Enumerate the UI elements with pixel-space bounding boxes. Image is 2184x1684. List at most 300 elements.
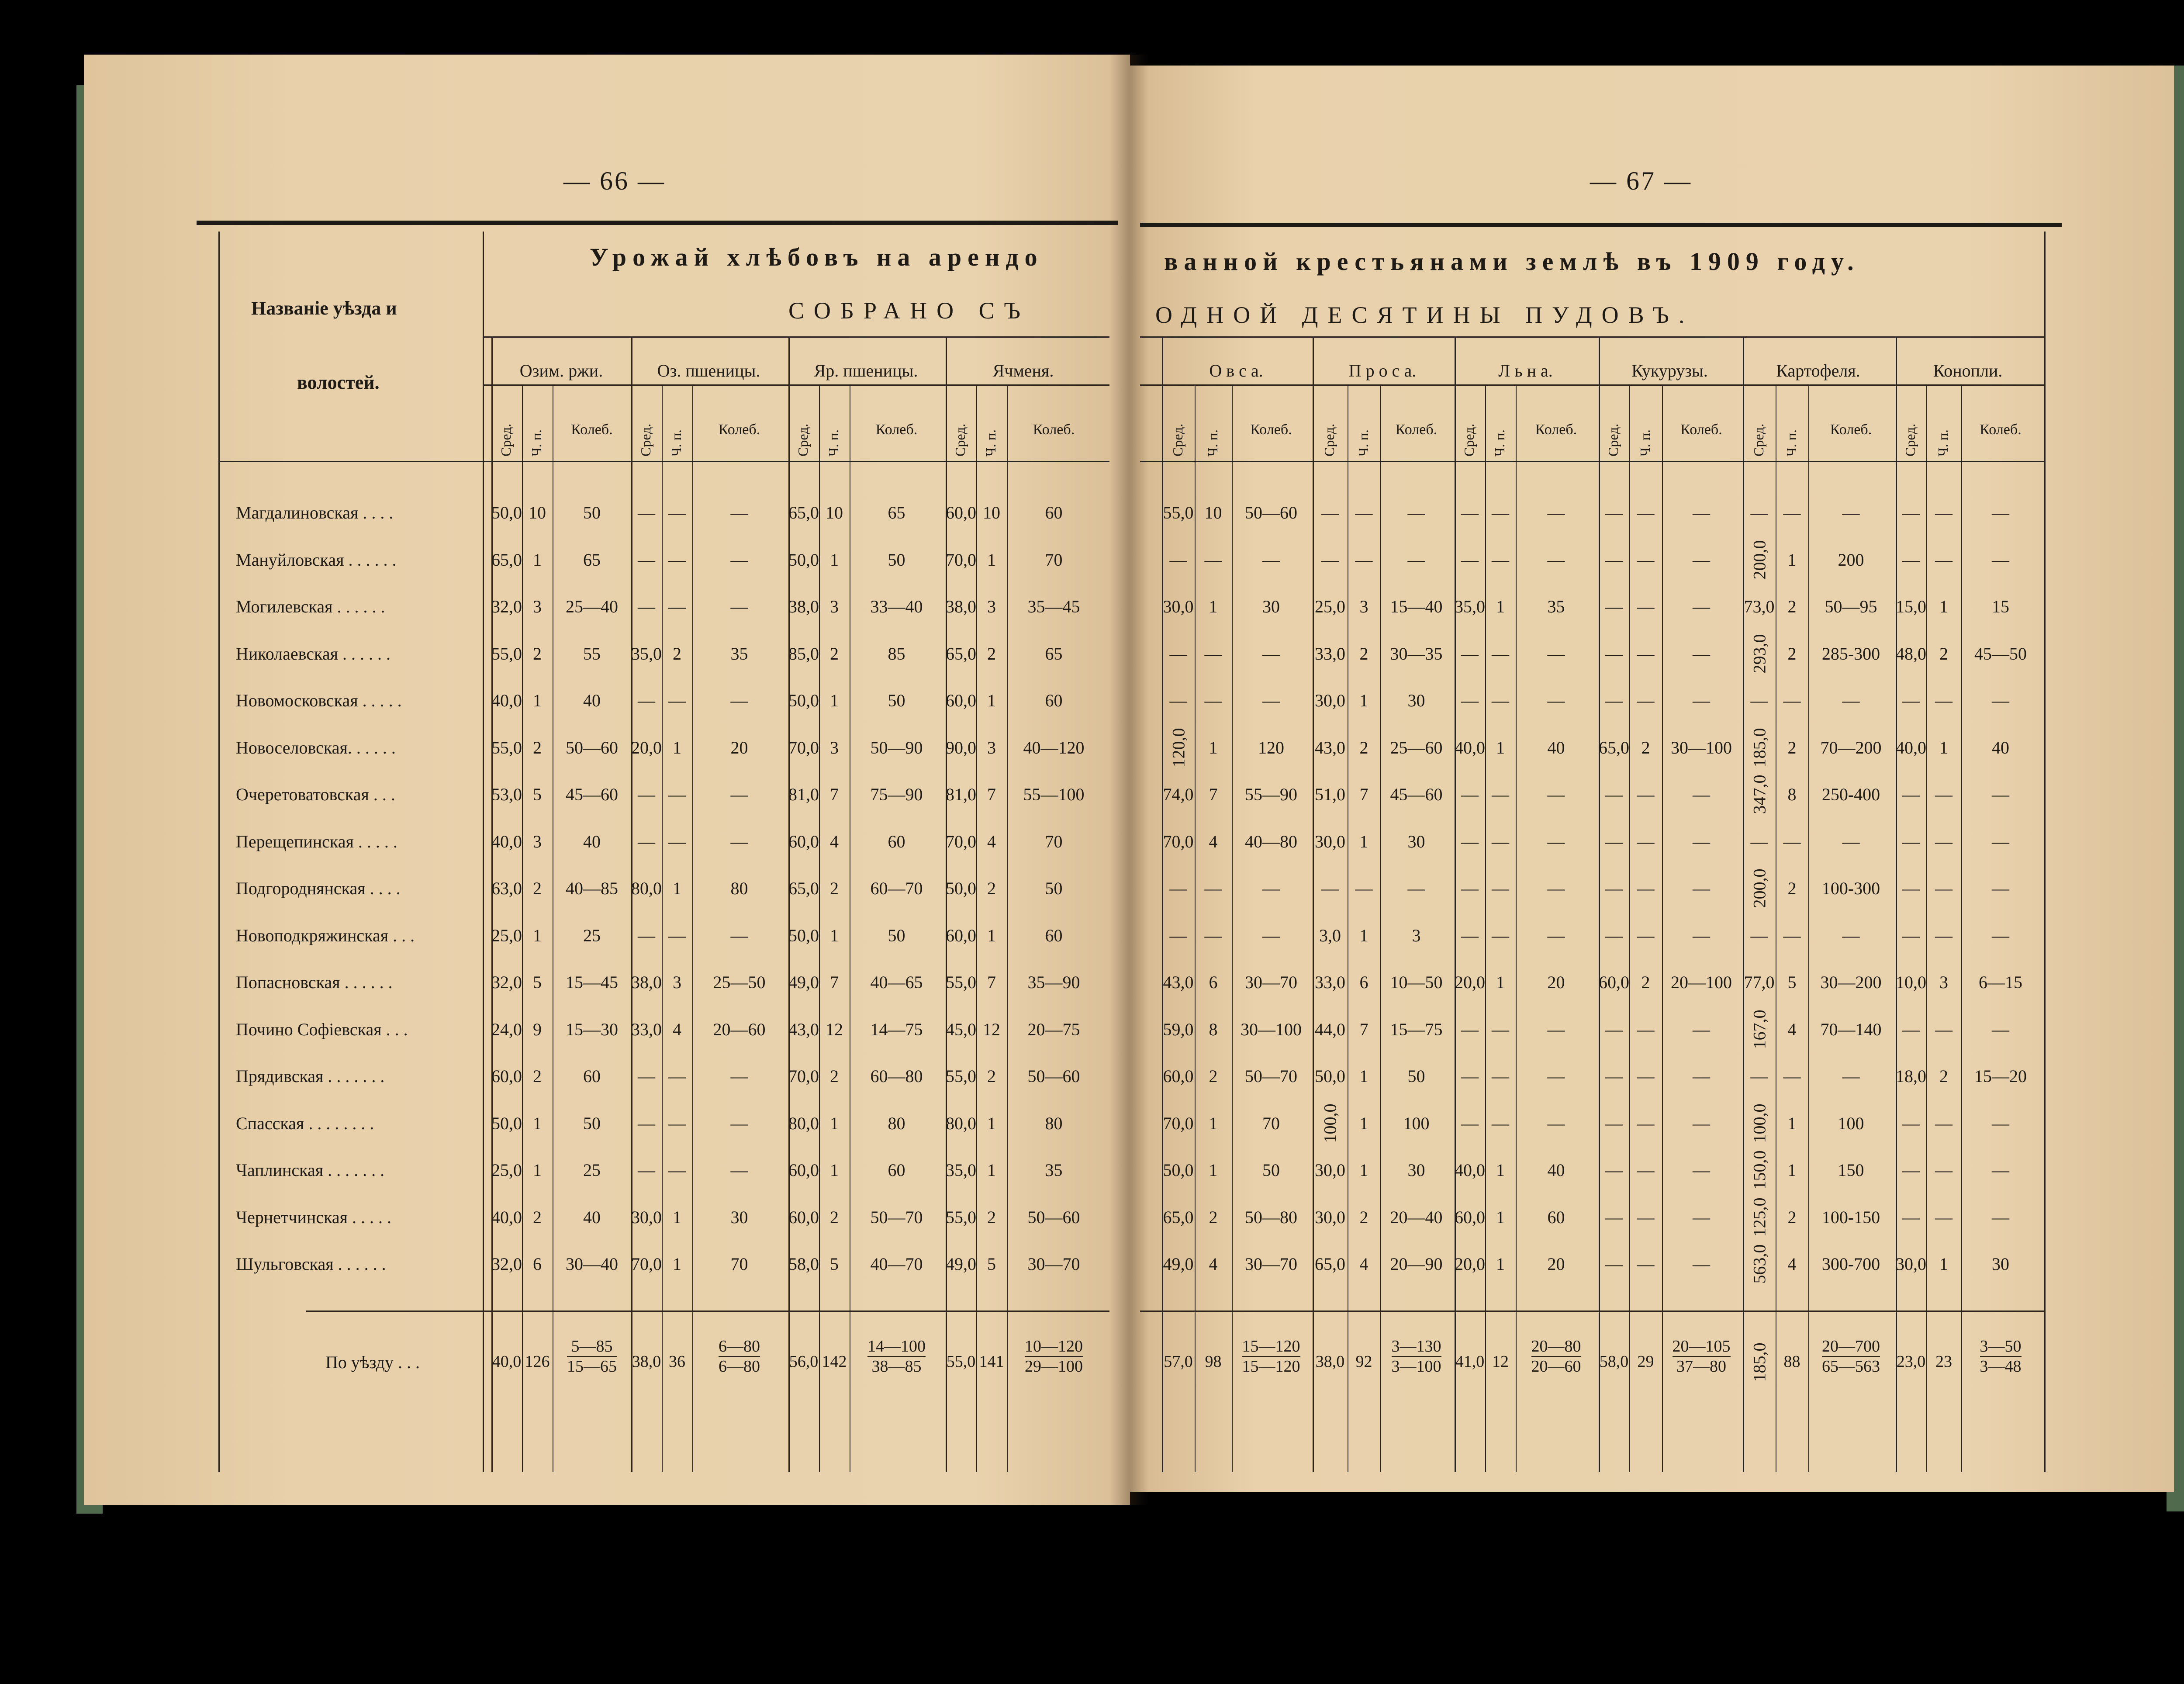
table-border-right [2044,232,2046,1472]
table-cell: 40,0 [1455,737,1485,757]
right-page [1130,66,2174,1492]
rotated-value: 150,0 [1749,1150,1769,1190]
table-cell: 4 [987,831,996,851]
district-name: Новоподкряжинская . . . [236,925,415,945]
table-cell: — [1902,785,1920,804]
subheader-avg: Сред. [952,423,968,456]
table-cell: — [1935,691,1952,710]
total-cell: $\frac{15—120}{15—120}$ [1242,1337,1300,1376]
table-cell: — [1902,550,1920,570]
table-cell: — [1407,878,1425,898]
left-page [84,55,1130,1505]
rotated-value: 185,0 [1749,728,1769,767]
table-cell: 15,0 [1896,597,1926,616]
table-cell: 25—60 [1390,737,1443,757]
table-cell: 1 [1787,1160,1797,1180]
table-cell: 1 [1787,1113,1797,1133]
subheader-count: Ч. п. [529,429,544,456]
table-cell: 1 [673,1254,681,1274]
table-cell: 40,0 [491,1207,522,1227]
table-cell: — [1992,831,2009,851]
district-name: Подгороднянская . . . . [236,878,401,898]
table-cell: — [730,831,748,851]
total-cell: $\frac{3—50}{3—48}$ [1980,1337,2022,1376]
table-cell: 58,0 [788,1254,819,1274]
table-cell: 40 [1992,737,2009,757]
table-cell: 65,0 [1315,1254,1345,1274]
table-cell: 30 [1992,1254,2009,1274]
table-rule [218,461,1109,462]
table-cell: 2 [987,878,996,898]
table-cell: 5 [533,972,542,992]
table-cell: 20—100 [1671,972,1732,992]
table-cell: 2 [533,1066,542,1086]
table-cell: — [1262,925,1280,945]
table-cell: 2 [987,1066,996,1086]
table-cell: 60 [583,1066,601,1086]
table-cell: 20—40 [1390,1207,1443,1227]
table-cell: — [668,785,686,804]
table-cell: 1 [1496,1254,1505,1274]
table-cell: 50 [1045,878,1063,898]
table-cell: 70 [1045,831,1063,851]
table-cell: 55,0 [1163,503,1194,522]
district-name: Почино Софіевская . . . [236,1019,408,1039]
table-cell: 59,0 [1163,1019,1194,1039]
table-cell: 50,0 [1163,1160,1194,1180]
table-cell: — [1321,878,1339,898]
table-cell: 40,0 [1455,1160,1485,1180]
table-cell: — [1204,550,1222,570]
table-cell: 4 [1209,1254,1218,1274]
table-row [0,737,2184,755]
table-cell: — [1992,503,2009,522]
total-cell: 38,0 [632,1352,661,1371]
table-cell: 50,0 [1315,1066,1345,1086]
table-cell: — [668,925,686,945]
table-cell: 3,0 [1319,925,1341,945]
table-cell: 30,0 [1315,1160,1345,1180]
table-cell: 60,0 [1599,972,1629,992]
table-cell: 50—80 [1245,1207,1297,1227]
table-cell: — [1547,878,1565,898]
table-cell: 1 [987,550,996,570]
table-cell: 1 [1209,597,1218,616]
table-cell: — [1492,1066,1509,1086]
table-cell: 60 [1045,503,1063,522]
table-cell: 60—80 [870,1066,923,1086]
table-cell: 50—60 [566,737,618,757]
table-cell: 4 [1787,1019,1797,1039]
table-cell: — [730,550,748,570]
table-cell: — [668,503,686,522]
table-cell: — [1902,925,1920,945]
table-cell: 60,0 [788,1207,819,1227]
table-cell: — [1637,1113,1655,1133]
table-cell: 15—45 [566,972,618,992]
table-cell: 45—50 [1974,643,2027,664]
table-cell: — [1637,503,1655,522]
table-cell: — [1992,1019,2009,1039]
table-cell: 10 [529,503,546,522]
table-cell: 20,0 [1455,972,1485,992]
table-cell: 85 [888,643,905,664]
table-row [0,784,2184,802]
table-cell: 60,0 [946,925,976,945]
table-cell: — [1461,643,1479,664]
total-label: По уѣзду . . . [325,1352,420,1372]
table-cell: 7 [987,972,996,992]
table-cell: 70—200 [1820,737,1882,757]
table-cell: 10 [1204,503,1222,522]
table-cell: — [1262,878,1280,898]
total-cell: 23 [1935,1352,1952,1371]
table-cell: 3 [533,597,542,616]
subheader-avg: Сред. [498,423,514,456]
table-cell: — [1321,550,1339,570]
table-cell: 65,0 [946,643,976,664]
table-cell: 60,0 [788,1160,819,1180]
subheader-avg: Сред. [1902,423,1918,456]
subheader-avg: Сред. [1750,423,1766,456]
subheader-avg: Сред. [1461,423,1477,456]
table-cell: 2 [1641,737,1650,757]
table-cell: 63,0 [491,878,522,898]
total-cell: 12 [1492,1352,1509,1371]
table-row [0,596,2184,614]
table-cell: — [1547,1019,1565,1039]
table-cell: 38,0 [631,972,662,992]
table-cell: 53,0 [491,785,522,804]
subheader-range: Колеб. [571,422,613,438]
table-cell: 25—50 [713,972,766,992]
table-cell: 5 [830,1254,839,1274]
table-cell: — [1461,925,1479,945]
subheader-count: Ч. п. [1783,429,1799,456]
table-cell: — [730,1113,748,1133]
total-cell: 92 [1355,1352,1372,1371]
subheader-count: Ч. п. [1355,429,1371,456]
table-cell: — [1902,1113,1920,1133]
table-cell: — [1321,503,1339,522]
table-cell: 5 [987,1254,996,1274]
table-cell: 40—85 [566,878,618,898]
table-cell: — [1693,597,1710,616]
table-cell: 60,0 [946,503,976,522]
table-cell: 20—90 [1390,1254,1443,1274]
table-cell: 40 [583,691,601,710]
title-left: Урожай хлѣбовъ на арендо [590,243,1044,271]
rotated-value: 293,0 [1749,634,1769,673]
table-cell: 6 [1359,972,1368,992]
table-cell: 20—75 [1027,1019,1080,1039]
table-cell: 2 [830,1207,839,1227]
table-cell: 1 [1496,972,1505,992]
table-row [0,1113,2184,1131]
table-cell: — [1935,785,1952,804]
table-cell: — [1355,878,1373,898]
table-cell: 40,0 [491,831,522,851]
table-cell: — [1407,503,1425,522]
table-cell: 1 [1496,1160,1505,1180]
table-cell: — [1605,1019,1623,1039]
table-cell: 35—90 [1027,972,1080,992]
total-cell: 58,0 [1599,1352,1629,1371]
table-cell: 38,0 [946,597,976,616]
table-cell: — [1902,1160,1920,1180]
table-cell: 65,0 [491,550,522,570]
table-cell: — [1605,643,1623,664]
table-cell: 55,0 [491,737,522,757]
rotated-value: 100,0 [1320,1103,1340,1143]
row-header-top: Названіе уѣзда и [251,297,397,319]
district-name: Спасская . . . . . . . . [236,1113,374,1133]
table-cell: — [1842,1066,1860,1086]
table-rule [1140,336,2044,338]
table-cell: 50—95 [1825,597,1877,616]
table-cell: 44,0 [1315,1019,1345,1039]
district-name: Перещепинская . . . . . [236,831,397,851]
table-cell: 30 [730,1207,748,1227]
table-cell: 70,0 [788,737,819,757]
table-cell: — [1461,878,1479,898]
table-cell: — [1902,503,1920,522]
total-cell: 29 [1637,1352,1654,1371]
table-cell: 30—70 [1027,1254,1080,1274]
table-cell: 30 [1262,597,1280,616]
table-cell: 15—75 [1390,1019,1443,1039]
table-cell: 285-300 [1821,643,1880,664]
table-cell: 30—70 [1245,1254,1297,1274]
table-cell: 30 [1407,831,1425,851]
table-row [0,690,2184,708]
table-cell: 100 [1403,1113,1430,1133]
table-cell: — [1637,643,1655,664]
table-cell: — [1637,1160,1655,1180]
table-cell: 10 [826,503,843,522]
table-cell: 1 [1359,925,1368,945]
table-cell: 3 [533,831,542,851]
table-cell: 25 [583,925,601,945]
crop-header: О в с а. [1209,361,1263,380]
table-cell: 55,0 [946,1066,976,1086]
table-cell: 49,0 [946,1254,976,1274]
table-cell: 60 [888,1160,905,1180]
table-cell: 1 [987,925,996,945]
table-cell: 25,0 [491,925,522,945]
table-cell: 45—60 [566,785,618,804]
name-column-border [483,232,484,1472]
table-cell: 250-400 [1821,785,1880,804]
table-cell: 33—40 [870,597,923,616]
table-cell: — [1547,550,1565,570]
table-cell: — [1842,691,1860,710]
crop-header: Конопли. [1933,361,2003,380]
table-cell: 60 [1045,691,1063,710]
table-cell: — [1902,1207,1920,1227]
total-cell: 88 [1783,1352,1800,1371]
total-cell: $\frac{14—100}{38—85}$ [867,1337,926,1376]
table-cell: — [1605,1207,1623,1227]
table-cell: 70 [1045,550,1063,570]
total-cell: $\frac{20—80}{20—60}$ [1531,1337,1581,1376]
table-cell: — [638,1113,655,1133]
table-cell: — [1783,503,1801,522]
table-cell: 1 [673,1207,681,1227]
table-cell: 33,0 [631,1019,662,1039]
subheader-range: Колеб. [1830,422,1872,438]
table-cell: — [1461,503,1479,522]
table-cell: — [1461,1019,1479,1039]
table-cell: — [1262,691,1280,710]
subheader-count: Ч. п. [1935,429,1951,456]
table-cell: 30—35 [1390,643,1443,664]
table-cell: 2 [533,878,542,898]
table-cell: 50,0 [788,691,819,710]
table-cell: 2 [533,643,542,664]
table-cell: 18,0 [1896,1066,1926,1086]
table-cell: 32,0 [491,597,522,616]
table-cell: — [1492,1113,1509,1133]
crop-header: Яр. пшеницы. [814,361,918,380]
table-cell: 1 [1496,1207,1505,1227]
table-cell: 1 [1209,737,1218,757]
table-cell: — [1935,550,1952,570]
table-cell: — [638,831,655,851]
table-cell: — [1992,1207,2009,1227]
table-cell: 2 [830,878,839,898]
table-cell: 65,0 [1163,1207,1194,1227]
table-cell: 20 [730,737,748,757]
table-cell: 3 [987,597,996,616]
table-cell: 6—15 [1979,972,2022,992]
table-cell: 1 [1359,1113,1368,1133]
table-cell: 20,0 [1455,1254,1485,1274]
table-cell: — [1204,925,1222,945]
table-cell: — [1750,691,1768,710]
table-cell: 70 [730,1254,748,1274]
table-cell: — [1605,1066,1623,1086]
subheader-range: Колеб. [875,422,918,438]
table-cell: — [1637,550,1655,570]
table-cell: 3 [987,737,996,757]
table-cell: 40 [583,1207,601,1227]
table-cell: 14—75 [870,1019,923,1039]
table-cell: 2 [533,1207,542,1227]
subheader-range: Колеб. [718,422,760,438]
table-cell: 1 [987,1160,996,1180]
table-cell: 30 [1407,1160,1425,1180]
table-cell: — [1169,643,1187,664]
table-cell: — [1637,1019,1655,1039]
table-cell: — [1169,925,1187,945]
table-cell: — [1262,643,1280,664]
table-cell: — [1902,691,1920,710]
table-cell: — [1204,691,1222,710]
table-cell: 50 [583,503,601,522]
table-cell: 30 [1407,691,1425,710]
row-header-bottom: волостей. [297,372,380,393]
table-cell: 50 [888,691,905,710]
table-cell: 40 [1547,737,1565,757]
table-row [0,831,2184,849]
total-cell: 141 [979,1352,1004,1371]
table-cell: 4 [1359,1254,1368,1274]
table-cell: — [1605,831,1623,851]
table-cell: 6 [1209,972,1218,992]
table-cell: 48,0 [1896,643,1926,664]
table-cell: 1 [987,691,996,710]
table-cell: — [1547,925,1565,945]
table-cell: — [1605,597,1623,616]
table-cell: 1 [1939,597,1948,616]
table-cell: 43,0 [1163,972,1194,992]
table-cell: 49,0 [788,972,819,992]
table-cell: — [1783,1066,1801,1086]
table-cell: 80,0 [788,1113,819,1133]
table-cell: 30,0 [1896,1254,1926,1274]
table-cell: 2 [1939,643,1948,664]
table-cell: 74,0 [1163,785,1194,804]
table-cell: — [668,691,686,710]
rotated-value: 120,0 [1168,728,1188,767]
total-cell: 142 [822,1352,847,1371]
table-cell: 40—120 [1023,737,1085,757]
table-cell: — [730,597,748,616]
table-cell: 30—70 [1245,972,1297,992]
table-cell: 50 [1262,1160,1280,1180]
table-cell: 24,0 [491,1019,522,1039]
table-cell: 65,0 [1599,737,1629,757]
table-cell: — [1461,1066,1479,1086]
table-cell: 70 [1262,1113,1280,1133]
table-cell: 50 [888,925,905,945]
table-cell: — [1492,785,1509,804]
table-cell: — [1693,1113,1710,1133]
table-cell: — [1693,1066,1710,1086]
table-cell: — [1693,878,1710,898]
table-cell: — [1605,691,1623,710]
table-cell: — [1693,643,1710,664]
table-cell: 8 [1209,1019,1218,1039]
table-cell: 8 [1787,785,1797,804]
table-cell: 1 [1209,1160,1218,1180]
table-cell: 40—70 [870,1254,923,1274]
table-cell: — [638,550,655,570]
table-cell: 30,0 [1315,831,1345,851]
table-cell: 4 [830,831,839,851]
table-cell: 3 [1939,972,1948,992]
table-cell: — [1637,1207,1655,1227]
table-cell: 50,0 [491,503,522,522]
table-cell: 3 [1412,925,1421,945]
table-cell: 1 [1939,737,1948,757]
table-cell: 35—45 [1027,597,1080,616]
table-cell: 30—200 [1820,972,1882,992]
table-cell: 40 [583,831,601,851]
table-cell: 55—100 [1023,785,1085,804]
table-cell: — [1693,831,1710,851]
table-cell: 25,0 [491,1160,522,1180]
table-cell: 35,0 [1455,597,1485,616]
table-cell: 38,0 [788,597,819,616]
table-cell: — [638,503,655,522]
table-cell: 7 [1359,1019,1368,1039]
table-cell: 10 [983,503,1000,522]
table-cell: 6 [533,1254,542,1274]
table-cell: — [1935,878,1952,898]
table-cell: — [1492,691,1509,710]
